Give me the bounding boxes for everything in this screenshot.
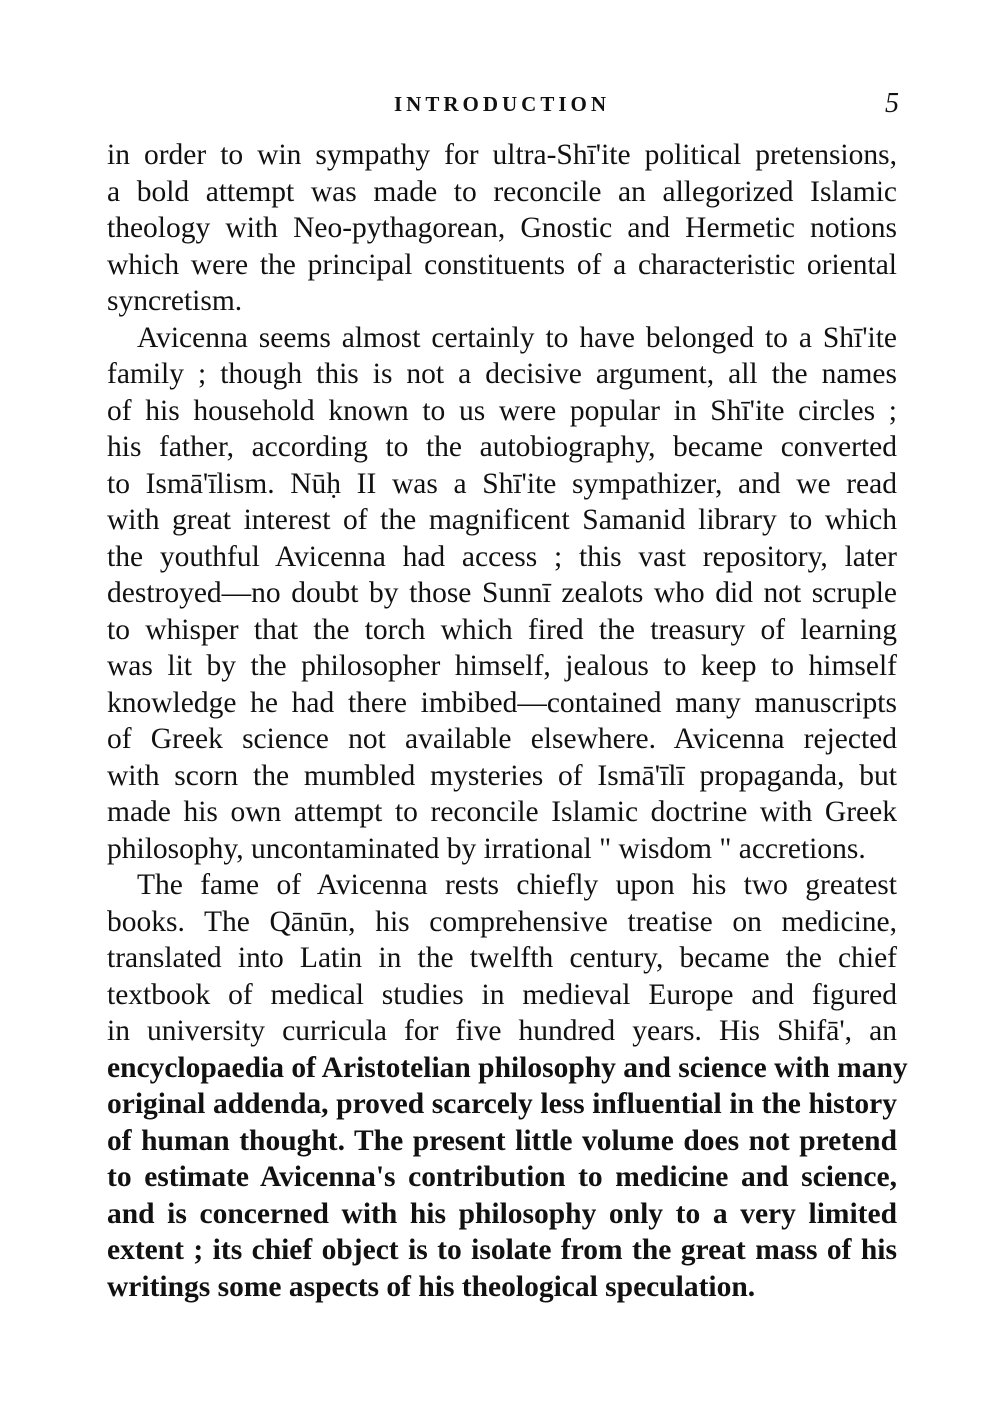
text-line: and is concerned with his philosophy only to a very limited (107, 1197, 897, 1230)
text-line: in university curricula for five hundred years. His Shifā', an (107, 1015, 897, 1047)
text-line: theology with Neo-pythagorean, Gnostic and Hermetic notions (107, 212, 897, 244)
text-line: syncretism. (107, 285, 243, 317)
text-line: to Ismā'īlism. Nūḥ II was a Shī'ite sympathizer, and we read (107, 467, 897, 500)
text-line: family ; though this is not a decisive argument, all the names (107, 358, 897, 390)
page-body (107, 137, 908, 1305)
text-line: translated into Latin in the twelfth century, became the chief (107, 942, 897, 974)
text-line: the youthful Avicenna had access ; this vast repository, later (107, 540, 897, 573)
text-line: with great interest of the magnificent Samanid library to which (107, 504, 897, 536)
text-line: of Greek science not available elsewhere. Avicenna rejected (107, 723, 897, 755)
text-line: was lit by the philosopher himself, jealous to keep to himself (107, 650, 897, 682)
page-header (107, 88, 897, 124)
text-line: knowledge he had there imbibed—contained many manuscripts (107, 686, 897, 719)
text-line: which were the principal constituents of a characteristic oriental (107, 248, 897, 281)
text-line: encyclopaedia of Aristotelian philosophy and science with many (107, 1051, 908, 1084)
text-line: The fame of Avicenna rests chiefly upon his two greatest (137, 869, 897, 901)
text-line: philosophy, uncontaminated by irrational " wisdom " accretions. (107, 832, 866, 865)
text-line: in order to win sympathy for ultra-Shī'ite political pretensions, (107, 139, 897, 171)
text-line: destroyed—no doubt by those Sunnī zealots who did not scruple (107, 577, 897, 609)
text-line: made his own attempt to reconcile Islamic doctrine with Greek (107, 796, 897, 828)
text-line: his father, according to the autobiography, became converted (107, 431, 897, 463)
paragraph (107, 320, 897, 868)
text-line: books. The Qānūn, his comprehensive treatise on medicine, (107, 905, 897, 938)
text-line: of his household known to us were popular in Shī'ite circles ; (107, 394, 897, 427)
text-line: Avicenna seems almost certainly to have belonged to a Shī'ite (137, 321, 897, 354)
page-number: 5 (885, 88, 899, 119)
text-line: of human thought. The present little volume does not pretend (107, 1124, 897, 1157)
text-line: textbook of medical studies in medieval Europe and figured (107, 978, 897, 1011)
paragraph (107, 137, 897, 320)
running-head: INTRODUCTION (393, 92, 611, 116)
text-line: with scorn the mumbled mysteries of Ismā'īlī propaganda, but (107, 759, 897, 792)
text-line: a bold attempt was made to reconcile an allegorized Islamic (107, 175, 897, 208)
text-line: extent ; its chief object is to isolate from the great mass of his (107, 1234, 897, 1266)
text-line: to estimate Avicenna's contribution to medicine and science, (107, 1161, 897, 1193)
text-line: original addenda, proved scarcely less influential in the history (107, 1088, 897, 1120)
text-line: writings some aspects of his theological speculation. (107, 1270, 756, 1303)
paragraph (107, 867, 908, 1305)
text-line: to whisper that the torch which fired the treasury of learning (107, 613, 897, 646)
